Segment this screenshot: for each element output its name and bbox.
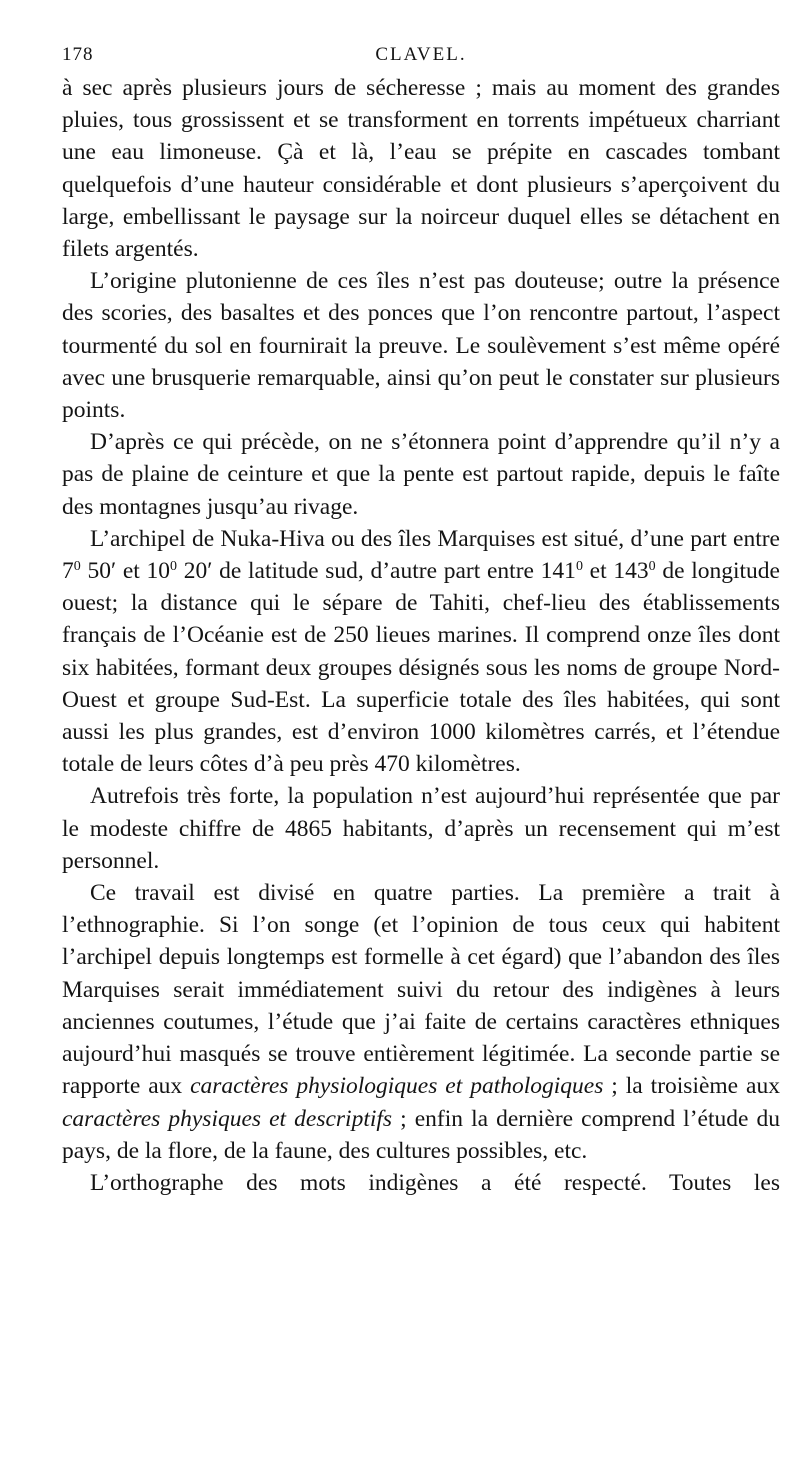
text-run: ; la troisième aux: [603, 1073, 780, 1100]
italic-phrase: caractères physiques et descriptifs: [62, 1105, 393, 1132]
book-page: [62, 38, 780, 1199]
paragraph: L’orthographe des mots indigènes a été respecté. Toutes les: [90, 1169, 780, 1196]
degree-mark: 0: [648, 559, 656, 575]
text-run: et 143: [582, 558, 649, 585]
paragraph: L’origine plutonienne de ces îles n’est pas douteuse; outre la présence des scories, des basaltes et des ponces que l’on rencontre partout, l’aspect tourmenté du sol en fournirait la preuve. Le soulèvement s’est même opéré avec une brusquerie remarquable, ainsi qu’on peut le constater sur plusieurs points.: [62, 268, 780, 424]
italic-phrase: caractères physiologiques et pathologiques: [190, 1073, 604, 1100]
text-run: Ce travail est divisé en quatre parties. La première a trait à l’ethnographie. Si l’on songe (et l’opinion de tous ceux qui habitent l’archipel depuis longtemps est formelle à cet égard) que l’abandon des îles Marquises serait immédiatement suivi du retour des indigènes à leurs anciennes coutumes, l’étude que j’ai faite de certains caractères ethniques aujourd’hui masqués se trouve entièrement légitimée. La seconde partie se rapporte aux: [62, 880, 780, 1100]
paragraph: [62, 877, 780, 1167]
degree-mark: 0: [575, 559, 583, 575]
page-number: 178: [62, 44, 94, 65]
running-title: CLAVEL.: [375, 44, 467, 65]
paragraph: à sec après plusieurs jours de sécheresse ; mais au moment des grandes pluies, tous grossissent et se transforment en torrents impétueux charriant une eau limoneuse. Çà et là, l’eau se prépite en cascades tombant quelquefois d’une hauteur considérable et dont plusieurs s’aperçoivent du large, embellissant le paysage sur la noirceur duquel elles se détachent en filets argentés.: [62, 75, 780, 263]
paragraph: [62, 523, 780, 781]
body-text: [62, 72, 780, 1199]
text-run: de longitude ouest; la distance qui le sépare de Tahiti, chef-lieu des établissements français de l’Océanie est de 250 lieues marines. Il comprend onze îles dont six habitées, formant deux groupes désignés sous les noms de groupe Nord-Ouest et groupe Sud-Est. La superficie totale des îles habitées, qui sont aussi les plus grandes, est d’environ 1000 kilomètres carrés, et l’étendue totale de leurs côtes d’à peu près 470 kilomètres.: [62, 558, 780, 778]
degree-mark: 0: [170, 559, 178, 575]
degree-mark: 0: [73, 559, 81, 575]
running-header: [62, 38, 780, 72]
text-run: ; enfin la dernière comprend l’étude du pays, de la flore, de la faune, des cultures possibles, etc.: [62, 1105, 780, 1164]
text-run: 50′ et 10: [80, 558, 171, 585]
text-run: L’archipel de Nuka-Hiva ou des îles Marquises est situé, d’une part entre 7: [62, 525, 780, 585]
paragraph: Autrefois très forte, la population n’est aujourd’hui représentée que par le modeste chiffre de 4865 habitants, d’après un recensement qui m’est personnel.: [62, 783, 780, 874]
paragraph: D’après ce qui précède, on ne s’étonnera point d’apprendre qu’il n’y a pas de plaine de ceinture et que la pente est partout rapide, depuis le faîte des montagnes jusqu’au rivage.: [62, 429, 780, 520]
text-run: 20′ de latitude sud, d’autre part entre 141: [177, 558, 576, 585]
